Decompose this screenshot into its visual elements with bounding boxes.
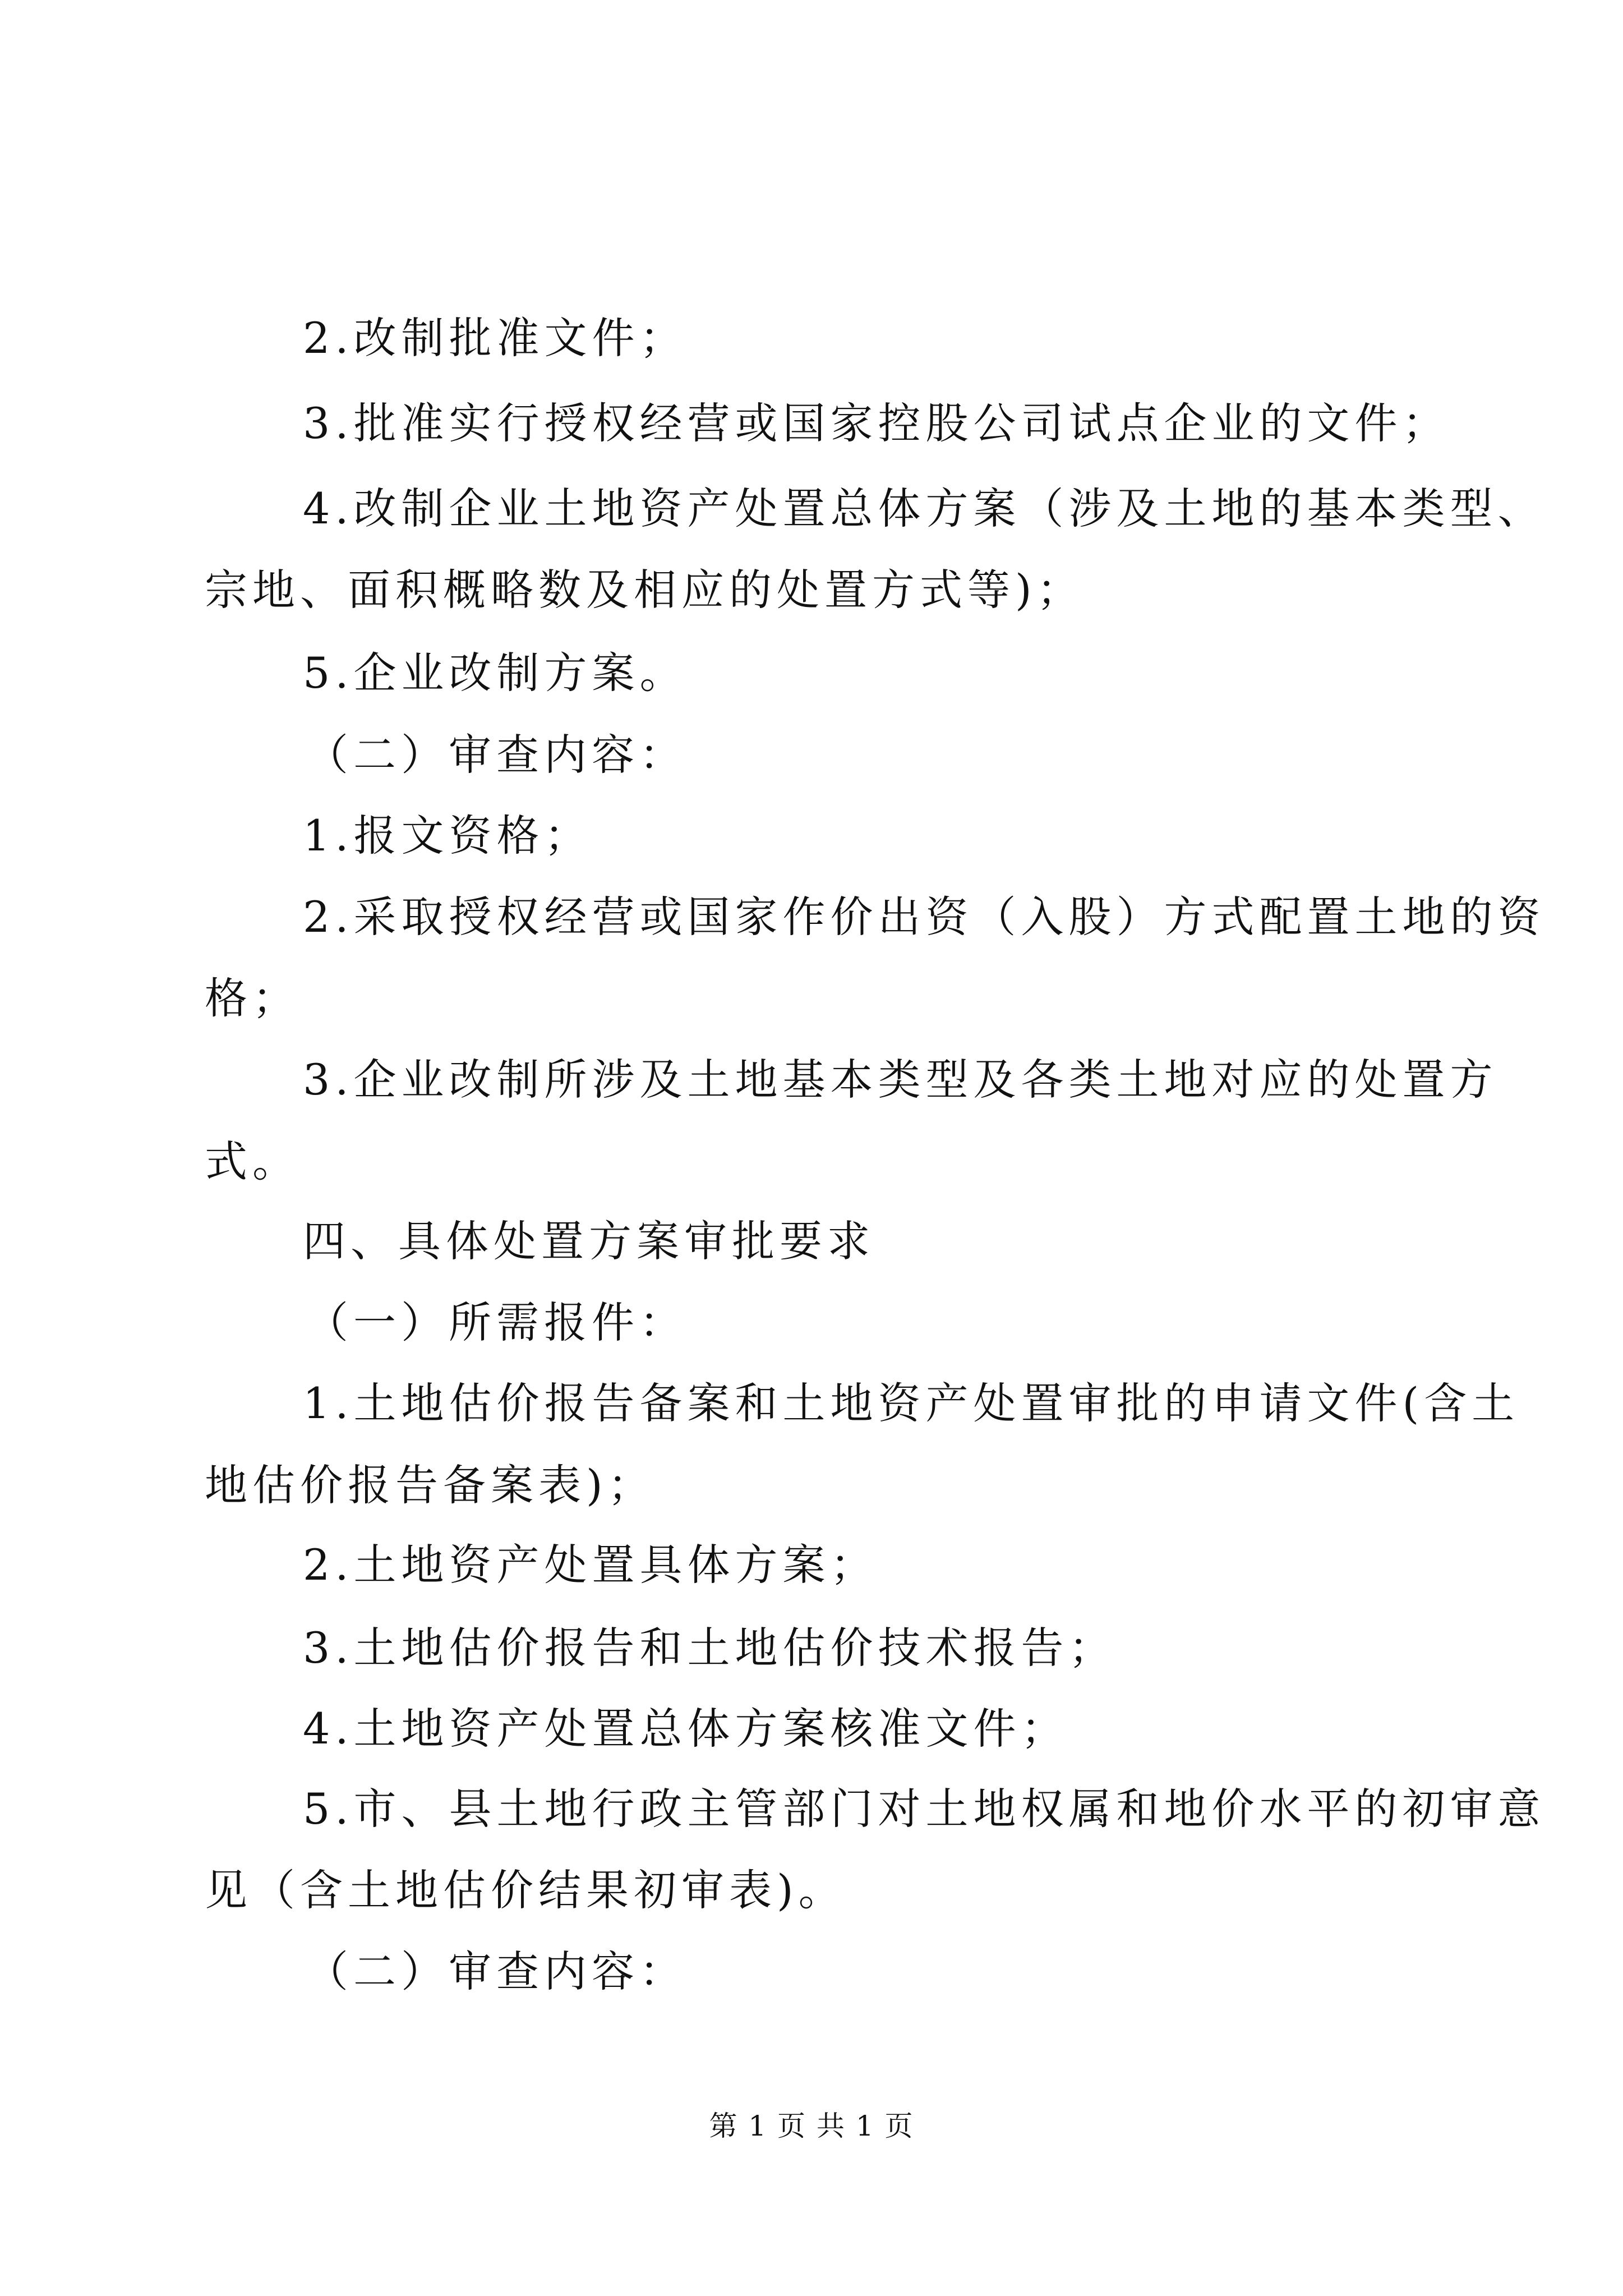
section-heading: （二）审查内容： bbox=[306, 730, 687, 780]
text-line: 2.采取授权经营或国家作价出资（入股）方式配置土地的资 bbox=[303, 892, 1546, 942]
text-line: 3.土地估价报告和土地估价技术报告； bbox=[303, 1623, 1117, 1673]
text-line: 4.改制企业土地资产处置总体方案（涉及土地的基本类型、 bbox=[303, 484, 1546, 533]
section-heading: 四、具体处置方案审批要求 bbox=[303, 1216, 875, 1266]
text-line: 地估价报告备案表)； bbox=[205, 1460, 656, 1510]
page-footer: 第 1 页 共 1 页 bbox=[709, 2110, 914, 2142]
text-line: 2.改制批准文件； bbox=[303, 313, 688, 363]
section-heading: （一）所需报件： bbox=[306, 1297, 687, 1347]
text-line: 5.企业改制方案。 bbox=[303, 648, 688, 698]
text-line: 1.报文资格； bbox=[303, 811, 592, 861]
section-heading: （二）审查内容： bbox=[306, 1947, 687, 1996]
text-line: 格； bbox=[205, 973, 300, 1023]
text-line: 2.土地资产处置具体方案； bbox=[303, 1540, 878, 1590]
text-line: 3.批准实行授权经营或国家控股公司试点企业的文件； bbox=[303, 398, 1450, 448]
text-line: 5.市、县土地行政主管部门对土地权属和地价水平的初审意 bbox=[303, 1784, 1546, 1834]
text-line: 式。 bbox=[205, 1137, 300, 1186]
text-line: 3.企业改制所涉及土地基本类型及各类土地对应的处置方 bbox=[303, 1055, 1498, 1105]
text-line: 1.土地估价报告备案和土地资产处置审批的申请文件(含土 bbox=[303, 1378, 1520, 1428]
text-line: 宗地、面积概略数及相应的处置方式等)； bbox=[205, 565, 1085, 615]
text-line: 见（含土地估价结果初审表)。 bbox=[205, 1865, 846, 1915]
text-line: 4.土地资产处置总体方案核准文件； bbox=[303, 1704, 1069, 1754]
